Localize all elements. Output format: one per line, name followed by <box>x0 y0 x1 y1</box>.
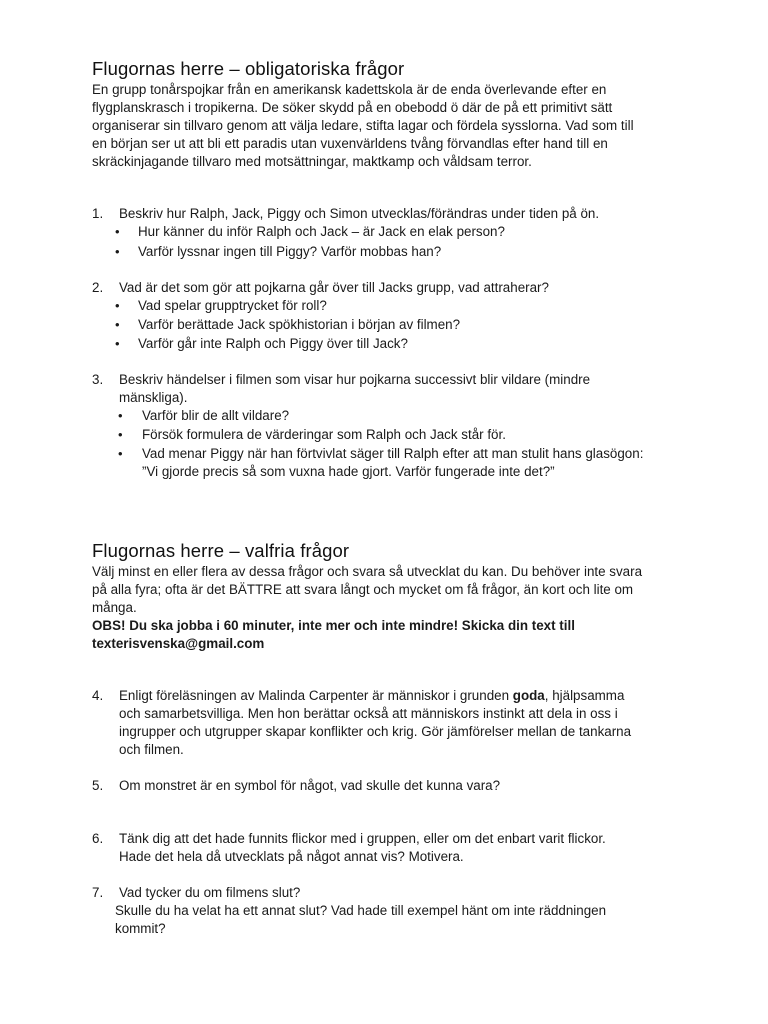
question-text: mänskliga). <box>119 390 188 405</box>
bullet-icon: • <box>115 224 120 239</box>
section2-intro-line: på alla fyra; ofta är det BÄTTRE att svara långt och mycket om få frågor, än kort och lite om <box>92 582 634 597</box>
contact-email[interactable]: texterisvenska@gmail.com <box>92 636 265 651</box>
section2-title: Flugornas herre – valfria frågor <box>92 540 350 561</box>
section1-intro-line: skräckinjagande tillvaro med motsättningar, maktkamp och våldsam terror. <box>92 154 532 169</box>
question-text-part: Enligt föreläsningen av Malinda Carpenter är människor i grunden <box>119 688 513 703</box>
section1-intro-line: En grupp tonårspojkar från en amerikansk kadettskola är de enda överlevande efter en <box>92 82 607 97</box>
section1-intro-line: en början ser ut att bli ett paradis utan vuxenvärldens tvång förvandlas efter hand till en <box>92 136 608 151</box>
bullet-item: Hur känner du inför Ralph och Jack – är Jack en elak person? <box>138 224 505 239</box>
section1-intro-line: flygplanskrasch i tropikerna. De söker skydd på en obebodd ö där de på ett primitivt sätt <box>92 100 613 115</box>
bullet-item: Varför lyssnar ingen till Piggy? Varför mobbas han? <box>138 244 442 259</box>
bullet-item: ”Vi gjorde precis så som vuxna hade gjort. Varför fungerade inte det?” <box>142 464 555 479</box>
bullet-icon: • <box>115 336 120 351</box>
question-text: Beskriv händelser i filmen som visar hur pojkarna successivt blir vildare (mindre <box>119 372 591 387</box>
bullet-item: Varför berättade Jack spökhistorian i början av filmen? <box>138 317 461 332</box>
question-text: och filmen. <box>119 742 184 757</box>
question-text: ingrupper och utgrupper skapar konflikter och krig. Gör jämförelser mellan de tankarna <box>119 724 632 739</box>
question-text-part: , hjälpsamma <box>544 688 625 703</box>
bullet-item: Varför går inte Ralph och Piggy över till Jack? <box>138 336 408 351</box>
bullet-item: Vad spelar grupptrycket för roll? <box>138 298 327 313</box>
bullet-item: Vad menar Piggy när han förtvivlat säger till Ralph efter att man stulit hans glasögon: <box>142 446 644 461</box>
question-text: Skulle du ha velat ha ett annat slut? Vad hade till exempel hänt om inte räddningen <box>115 903 607 918</box>
question-number: 7. <box>92 885 104 900</box>
bullet-icon: • <box>118 408 123 423</box>
section1-intro-line: organiserar sin tillvaro genom att välja ledare, stifta lagar och fördela sysslorna. Vad som till <box>92 118 634 133</box>
question-text: kommit? <box>115 921 166 936</box>
question-number: 1. <box>92 206 104 221</box>
bullet-icon: • <box>118 427 123 442</box>
emphasis-word: goda <box>512 688 545 703</box>
bullet-icon: • <box>115 298 120 313</box>
notice-line: OBS! Du ska jobba i 60 minuter, inte mer och inte mindre! Skicka din text till <box>92 618 575 633</box>
question-number: 6. <box>92 831 104 846</box>
question-number: 5. <box>92 778 104 793</box>
question-text <box>119 687 624 706</box>
question-text: och samarbetsvilliga. Men hon berättar också att människors instinkt att dela in oss i <box>119 706 618 721</box>
bullet-item: Varför blir de allt vildare? <box>142 408 290 423</box>
bullet-icon: • <box>118 446 123 461</box>
section2-intro-line: många. <box>92 600 137 615</box>
question-text: Vad tycker du om filmens slut? <box>119 885 301 900</box>
question-number: 4. <box>92 688 104 703</box>
section1-title: Flugornas herre – obligatoriska frågor <box>92 58 405 79</box>
bullet-icon: • <box>115 317 120 332</box>
question-text: Om monstret är en symbol för något, vad skulle det kunna vara? <box>119 778 501 793</box>
question-number: 2. <box>92 280 104 295</box>
question-text: Hade det hela då utvecklats på något annat vis? Motivera. <box>119 849 464 864</box>
bullet-item: Försök formulera de värderingar som Ralph och Jack står för. <box>142 427 506 442</box>
question-text: Tänk dig att det hade funnits flickor med i gruppen, eller om det enbart varit flickor. <box>119 831 606 846</box>
question-text: Beskriv hur Ralph, Jack, Piggy och Simon utvecklas/förändras under tiden på ön. <box>119 206 600 221</box>
section2-intro-line: Välj minst en eller flera av dessa frågor och svara så utvecklat du kan. Du behöver inte svara <box>92 564 643 579</box>
question-text: Vad är det som gör att pojkarna går över till Jacks grupp, vad attraherar? <box>119 280 549 295</box>
question-number: 3. <box>92 372 104 387</box>
bullet-icon: • <box>115 244 120 259</box>
